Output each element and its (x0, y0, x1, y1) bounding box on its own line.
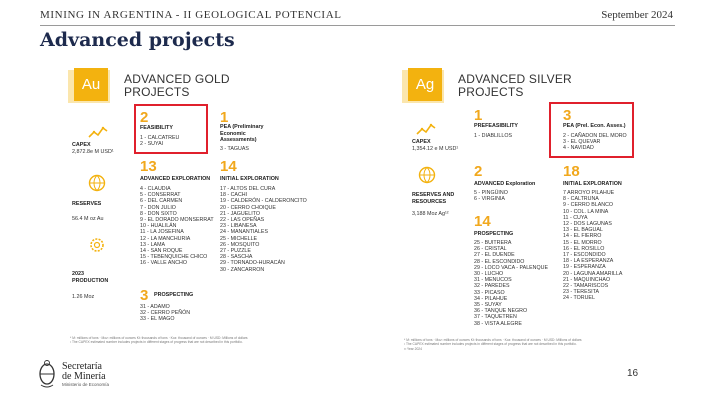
list-item: 28 - EL ESCONDIDO (474, 258, 525, 265)
list-item: 18 - LA ESPERANZA (563, 258, 614, 265)
silver-footnotes (404, 338, 654, 351)
page-title: Advanced projects (40, 29, 235, 51)
silver-reserves-label (412, 192, 454, 205)
list-item: 8 - CALTRUNA (563, 196, 599, 203)
ministry-label: Ministerio de Economía (62, 382, 110, 387)
footnote-line: ¹ The CAPEX estimated number includes projects in different stages of progress that are not described in this portfolio. (70, 340, 243, 345)
gold-production-value: 1.26 Moz (72, 294, 95, 300)
gold-prospecting-list (140, 304, 190, 323)
list-item: 7 ARROYO PILAHUE (563, 190, 615, 196)
list-item: 19 - CALDERÓN - CALDERONCITO (220, 198, 307, 205)
silver-prefeasibility-count: 1 (474, 107, 483, 124)
pea-highlight-box (549, 102, 634, 158)
list-item: 24 - TORUEL (563, 295, 595, 302)
list-item: 26 - MOSQUITO (220, 241, 260, 248)
list-item: 9 - CERRO BLANCO (563, 202, 614, 209)
silver-prospecting-title: PROSPECTING (474, 231, 514, 237)
silver-prospecting-list (474, 240, 548, 327)
footnote-line: ²² Year 2024 (404, 346, 422, 351)
document-header-title: MINING IN ARGENTINA - II GEOLOGICAL POTENCIAL (40, 9, 342, 21)
list-item: 9 - EL DORADO MONSERRAT (140, 217, 214, 224)
list-item: 16 - VALLE ANCHO (140, 260, 188, 267)
list-item: 17 - ESCONDIDO (563, 252, 606, 259)
silver-badge: Ag (408, 68, 442, 101)
list-item: 27 - EL DUENDE (474, 252, 515, 259)
list-item: 37 - TAQUETREN (474, 314, 517, 321)
list-item: 35 - SUYAY (474, 302, 502, 309)
gold-reserves-value: 56.4 M oz Au (72, 216, 104, 222)
list-item: 6 - DEL CARMEN (140, 198, 183, 205)
list-item: 30 - ZANCARRON (220, 266, 265, 273)
list-item: 22 - LAS OPEÑAS (220, 217, 265, 224)
silver-initial-exploration-list (563, 190, 622, 302)
gold-capex-value: 2,872.8e M USD¹ (72, 149, 114, 155)
list-item: 34 - PILAHUE (474, 295, 508, 302)
list-item: 2 - CAÑADON DEL MORO (563, 133, 627, 139)
gold-feasibility-count: 2 (140, 109, 149, 126)
reserves-globe-icon (418, 166, 436, 184)
gold-panel-heading (124, 73, 254, 99)
logo-line1: Secretaría (62, 361, 102, 372)
reserves-globe-icon (88, 174, 106, 192)
silver-capex-value: 1,354.12 e M USD¹ (412, 146, 459, 152)
list-item: 13 - EL BAGUAL (563, 227, 603, 234)
list-item: 15 - EL MORRO (563, 239, 602, 246)
gold-pea-title: PEA (Preliminary Economic Assessments) (220, 124, 264, 143)
silver-panel (392, 58, 690, 356)
feasibility-highlight-box (134, 104, 208, 154)
list-item: 8 - DON SIXTO (140, 210, 177, 217)
list-item: 13 - LAMA (140, 241, 166, 248)
list-item: 2 - SUYAI (140, 141, 164, 148)
list-item: 5 - PINGÜINO (474, 190, 508, 196)
silver-advanced-exploration-count: 2 (474, 163, 483, 180)
list-item: 22 - TAMARISCOS (563, 283, 609, 290)
list-item: 15 - TEBENQUICHE CHICO (140, 254, 208, 261)
list-item: 12 - DOS LAGUNAS (563, 221, 612, 228)
list-item: 18 - CACHI (220, 192, 248, 199)
silver-prospecting-count: 14 (474, 213, 491, 230)
list-item: 19 - ESPERANZA (563, 264, 606, 271)
secretaria-logo-text (62, 362, 106, 382)
argentina-coat-of-arms-icon (37, 359, 57, 389)
list-item: 25 - MICHELLE (220, 235, 258, 242)
gold-heading-line2: PROJECTS (124, 85, 190, 99)
list-item: 17 - ALTOS DEL CURA (220, 186, 276, 192)
silver-reserves-line1: RESERVES AND (412, 192, 455, 198)
list-item: 23 - LIBANESA (220, 223, 257, 230)
silver-capex-label: CAPEX (412, 139, 431, 145)
list-item: 27 - PUZZLE (220, 248, 251, 255)
gold-production-word: PRODUCTION (72, 277, 109, 284)
silver-reserves-line2: RESOURCES (412, 198, 447, 205)
gold-feasibility-title: FEASIBILITY (140, 125, 173, 131)
document-date: September 2024 (601, 9, 673, 21)
logo-line2: de Minería (62, 371, 106, 382)
list-item: 12 - LA MANCHURIA (140, 235, 191, 242)
list-item: 31 - MENUCOS (474, 277, 512, 284)
list-item: 14 - EL FIERRO (563, 233, 602, 240)
silver-pea-count: 3 (563, 107, 572, 124)
silver-heading-line2: PROJECTS (458, 85, 524, 99)
list-item: 30 - LUCHO (474, 271, 504, 278)
list-item: 26 - CRISTAL (474, 246, 507, 253)
list-item: 29 - TORNADO-HURACÁN (220, 260, 285, 267)
footnote-line: ¹ The CAPEX estimated number includes projects in different stages of progress that are not described in this portfolio. (404, 342, 577, 347)
list-item: 32 - CERRO PEÑÓN (140, 310, 191, 317)
list-item: 11 - LA JOSEFINA (140, 229, 184, 236)
list-item: 10 - HUALILÁN (140, 223, 177, 230)
list-item: 32 - PAREDES (474, 283, 510, 290)
list-item: 5 - CONSERRAT (140, 192, 181, 199)
gold-panel (58, 58, 356, 356)
list-item: 20 - CERRO CHOIQUE (220, 204, 276, 211)
list-item: 11 - CUYA (563, 214, 588, 221)
silver-panel-heading (458, 73, 588, 99)
silver-prefeasibility-title: PREFEASIBILITY (474, 123, 519, 129)
gold-pea-list (220, 146, 249, 152)
list-item: 3 - EL QUEVAR (563, 139, 601, 146)
list-item: 1 - CALCATREU (140, 135, 180, 141)
capex-chart-icon (416, 121, 436, 137)
list-item: 36 - TANQUE NEGRO (474, 308, 528, 315)
gold-badge: Au (74, 68, 108, 101)
silver-initial-exploration-title: INITIAL EXPLORATION (563, 181, 622, 187)
list-item: 29 - LOCO VACA - PALENQUE (474, 264, 548, 271)
gold-production-label (72, 271, 108, 284)
gold-advanced-exploration-list (140, 186, 214, 267)
silver-pea-title: PEA (Prel. Econ. Asses.) (563, 123, 626, 129)
list-item: 6 - VIRGINIA (474, 196, 505, 203)
capex-chart-icon (88, 124, 108, 140)
footnote-line: * M: millions of tons · Moz: millions of ounces Kt: thousands of tons · Koz: thousand of ounces · M USD: Millions of dollars (404, 338, 582, 342)
list-item: 31 - ADAMO (140, 304, 170, 310)
silver-advanced-exploration-title: ADVANCED Exploration (474, 181, 536, 187)
silver-initial-exploration-count: 18 (563, 163, 580, 180)
gold-initial-exploration-list (220, 186, 307, 273)
silver-advanced-exploration-list (474, 190, 508, 202)
list-item: 21 - JAGUELITO (220, 210, 260, 217)
list-item: 1 - DIABLILLOS (474, 133, 512, 139)
list-item: 21 - MAQUINCHAO (563, 276, 611, 283)
list-item: 33 - PICASO (474, 289, 505, 296)
page-number: 16 (627, 368, 639, 379)
list-item: 20 - LAGUNA AMARILLA (563, 270, 623, 277)
list-item: 25 - BUITRERA (474, 240, 512, 246)
production-gear-icon (88, 236, 106, 254)
list-item: 28 - SASCHA (220, 254, 253, 261)
list-item: 4 - NAVIDAD (563, 145, 594, 152)
gold-prospecting-count: 3 (140, 287, 149, 304)
gold-initial-exploration-count: 14 (220, 158, 237, 175)
header-divider (40, 25, 675, 26)
list-item: 14 - SAN ROQUE (140, 248, 183, 255)
list-item: 3 - TAGUAS (220, 146, 249, 152)
gold-production-year: 2023 (72, 271, 84, 277)
gold-footnotes (70, 336, 320, 345)
list-item: 23 - TERESITA (563, 289, 600, 296)
silver-reserves-value: 3,188 Moz Ag¹² (412, 211, 449, 217)
list-item: 38 - VISTA ALEGRE (474, 320, 522, 327)
silver-prefeasibility-list (474, 133, 512, 139)
gold-prospecting-title: PROSPECTING (154, 292, 194, 298)
list-item: 4 - CLAUDIA (140, 186, 171, 192)
silver-heading-line1: ADVANCED SILVER (458, 72, 572, 86)
list-item: 7 - DON JULIO (140, 204, 176, 211)
gold-advanced-exploration-title: ADVANCED EXPLORATION (140, 176, 211, 182)
gold-capex-label: CAPEX (72, 142, 91, 148)
list-item: 33 - EL MAGO (140, 316, 175, 323)
list-item: 24 - MANANTIALES (220, 229, 268, 236)
footnote-line: * M: millions of tons · Moz: millions of ounces Kt: thousands of tons · Koz: thousand of ounces · M USD: Millions of dollars (70, 336, 248, 340)
gold-heading-line1: ADVANCED GOLD (124, 72, 230, 86)
gold-reserves-label: RESERVES (72, 201, 102, 207)
list-item: 16 - EL ROSILLO (563, 245, 605, 252)
gold-initial-exploration-title: INITIAL EXPLORATION (220, 176, 279, 182)
list-item: 10 - COL. LA MINA (563, 208, 609, 215)
gold-pea-count: 1 (220, 109, 229, 126)
gold-advanced-exploration-count: 13 (140, 158, 157, 175)
